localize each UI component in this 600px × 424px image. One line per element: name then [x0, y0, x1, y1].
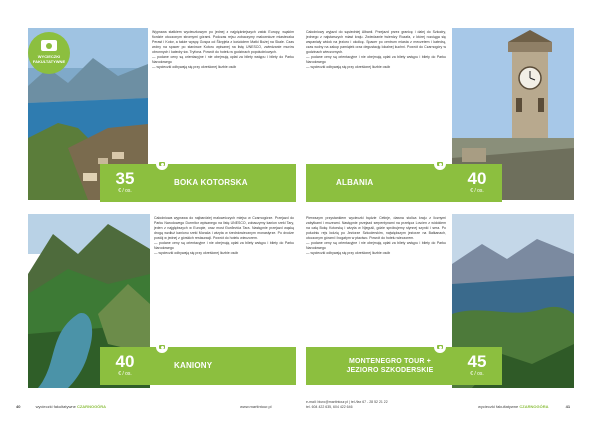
trip-note: — wycieczki odbywają się przy określonej liczbie osób [306, 65, 391, 69]
contact-phones: tel. 604 422 635, 604 422 646 [306, 405, 353, 409]
price-value: 45 [467, 352, 487, 371]
trip-description-kaniony [154, 216, 294, 256]
trip-note: — podane ceny są orientacyjne i nie obejmują opłat za bilety wstępu i bilety do Parku Narodowego [306, 55, 446, 64]
trip-note: — wycieczki odbywają się przy określonej liczbie osób [306, 251, 391, 255]
price-value: 40 [115, 352, 135, 371]
trip-paragraph: Wyprawa statkiem wycieczkowym po jednej z najpiękniejszych zatok Europy, wąskim fiordzie otoczonym stromymi górami. Podczas rejsu zobaczymy malownicze miasteczka Perast i Kotor, a także wyspę Gospa od Škrpjela z kościołem Matki Bożej na Skale. Czas wolny na spacer po starówce Kotoru wpisanej na listę UNESCO, zwiedzanie murów obronnych i katedry św. Tryfona. Powrót do hotelu w godzinach popołudniowych. [152, 30, 294, 54]
trip-title: BOKA KOTORSKA [174, 178, 248, 187]
trip-title: MONTENEGRO TOUR + JEZIORO SZKODERSKIE [346, 358, 434, 374]
trip-description-albania [306, 30, 446, 70]
trip-title: ALBANIA [336, 178, 374, 187]
price-value: 35 [115, 169, 135, 188]
camera-icon [156, 158, 168, 170]
title-band-albania [306, 164, 452, 202]
trip-description-montenegro-tour [306, 216, 446, 256]
trip-paragraph: Pierwszym przystankiem wycieczki będzie Cetinje, dawna stolica kraju z licznymi zabytkami i muzeami. Następnie przejazd serpentynami na przełęcz Lovćen z widokiem na całą Bokę Kotorską i wizyta w Njeguši, gdzie spróbujemy słynnej szynki i sera. Po południu rejs łodzią po Jeziorze Szkoderskim, największym jeziorze na Bałkanach, otoczonym górami i bogatym w ptactwo. Powrót do hotelu wieczorem. [306, 216, 446, 240]
camera-icon [156, 341, 168, 353]
title-band-boka [150, 164, 296, 202]
trip-note: — podane ceny są orientacyjne i nie obejmują opłat za bilety wstępu i bilety do Parku Narodowego [154, 241, 294, 250]
price-unit: € / os. [118, 188, 132, 194]
trip-paragraph: Całodniowy wyjazd do sąsiedniej Albanii. Przejazd przez granicę i dalej do Szkodry, jednego z najstarszych miast kraju. Zwiedzanie twierdzy Rozafa, z której rozciąga się wspaniały widok na jezioro i okolicę. Spacer po centrum miasta z meczetem i katedrą, czas wolny na zakup pamiątek oraz degustację lokalnej kuchni. Powrót do Czarnogóry w godzinach wieczornych. [306, 30, 446, 54]
website-link[interactable]: www.martintour.pl [240, 404, 272, 409]
title-band-kaniony [150, 347, 296, 385]
trip-note: — podane ceny są orientacyjne i nie obejmują opłat za bilety wstępu i bilety do Parku Narodowego [152, 55, 294, 64]
trip-note: — podane ceny są orientacyjne i nie obejmują opłat za bilety wstępu i bilety do Parku Narodowego [306, 241, 446, 250]
price-box-kaniony [100, 347, 150, 385]
page-number-left: 40 [16, 404, 21, 409]
price-unit: € / os. [118, 371, 132, 377]
trip-note: — wycieczki odbywają się przy określonej liczbie osób [154, 251, 239, 255]
footer-right [478, 404, 570, 410]
excursions-badge-label: WYCIECZKI FAKULTATYWNE [32, 54, 66, 64]
camera-icon [41, 40, 57, 51]
footer-right-label: wycieczki fakultatywne [478, 404, 519, 409]
camera-icon [434, 158, 446, 170]
footer-left [16, 404, 106, 410]
price-value: 40 [467, 169, 487, 188]
price-unit: € / os. [470, 371, 484, 377]
camera-icon [434, 341, 446, 353]
page-number-right: 41 [565, 404, 571, 409]
price-unit: € / os. [470, 188, 484, 194]
trip-note: — wycieczki odbywają się przy określonej liczbie osób [152, 65, 237, 69]
trip-paragraph: Całodniowa wyprawa do najbardziej malowniczych miejsc w Czarnogórze. Przejazd do Parku Narodowego Durmitor wpisanego na listę UNESCO, zobaczymy kanion rzeki Tary, jeden z najgłębszych w Europie, oraz most Đurđevića Tara. Następnie przejazd wąską drogą wzdłuż kanionu rzeki Morača i wizyta w średniowiecznym monastyrze. Po drodze postój w jednej z górskich restauracji. Powrót do hotelu wieczorem. [154, 216, 294, 240]
footer-contact [306, 400, 388, 410]
price-box-albania [452, 164, 502, 202]
price-box-montenegro-tour [452, 347, 502, 385]
footer-left-country: CZARNOGÓRA [76, 404, 107, 409]
footer-right-country: CZARNOGÓRA [519, 404, 549, 409]
trip-description-boka [152, 30, 294, 70]
footer-left-label: wycieczki fakultatywne [35, 404, 76, 409]
trip-title: KANIONY [174, 361, 213, 370]
footer-url[interactable] [240, 404, 272, 410]
title-band-montenegro-tour [306, 347, 452, 385]
contact-email-phone: e-mail: biuro@martintour.pl | tel./fax 67 - 28 52 21 22 [306, 400, 388, 404]
price-box-boka [100, 164, 150, 202]
excursions-badge [28, 32, 70, 74]
